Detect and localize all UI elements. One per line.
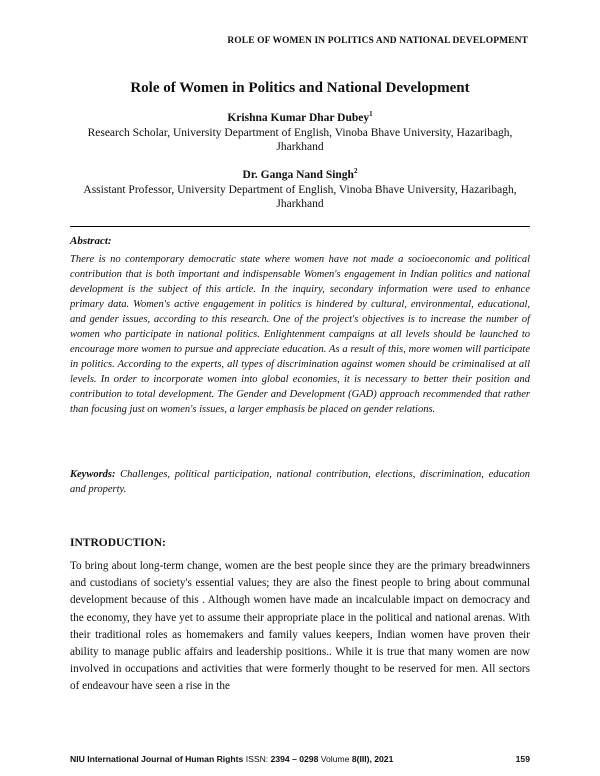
author-name-2: Dr. Ganga Nand Singh$^2$ bbox=[242, 167, 358, 181]
paper-title: Role of Women in Politics and National Development bbox=[130, 80, 470, 96]
section-divider bbox=[70, 226, 530, 227]
footer-volume: 8(III), 2021 bbox=[351, 754, 394, 764]
footer-volume-label: Volume bbox=[318, 754, 352, 764]
abstract-heading: Abstract: bbox=[70, 235, 112, 247]
author-superscript-1: 1 bbox=[369, 110, 373, 119]
introduction-heading: INTRODUCTION: bbox=[70, 537, 166, 549]
footer-journal: NIU International Journal of Human Rights bbox=[70, 754, 244, 764]
author-affiliation-2: Assistant Professor, University Department of English, Vinoba Bhave University, Hazaribagh, Jharkhand bbox=[83, 183, 517, 210]
author-block-2 bbox=[70, 168, 530, 212]
introduction-text: To bring about long-term change, women are the best people since they are the primary breadwinners and custodians of society's essential values; they are also the finest people to bring about communal development because of this . Although women have made an incalculable impact on democracy and the economy, they have yet to assume their appropriate place in the political and national arenas. With their traditional roles as homemakers and family values keepers, Indian women have proven their ability to manage public affairs and leadership positions.. While it is true that many women are now involved in occupations and activities that were formerly thought to be reserved for men. All sectors of endeavour have seen a rise in the bbox=[70, 560, 530, 693]
footer-issn-label: ISSN: bbox=[243, 754, 271, 764]
footer-issn: 2394 – 0298 bbox=[270, 754, 319, 764]
author-block-1 bbox=[70, 111, 530, 155]
page-number: 159 bbox=[515, 754, 530, 764]
keywords-text: Challenges, political participation, national contribution, elections, discrimination, education and property. bbox=[70, 469, 530, 495]
running-header: ROLE OF WOMEN IN POLITICS AND NATIONAL DEVELOPMENT bbox=[227, 36, 528, 46]
page-footer bbox=[70, 754, 530, 764]
abstract-text: There is no contemporary democratic state where women have not made a socioeconomic and political contribution that is both important and indispensable Women's engagement in Indian politics and national development is the subject of this article. In the inquiry, secondary information were used to enhance primary data. Women's active engagement in politics is hindered by cultural, environmental, educational, and gender issues, according to this research. One of the project's objectives is to increase the number of women who participate in national politics. Enlightenment campaigns at all levels should be launched to encourage more women to pursue and appreciate education. As a result of this, more women will participate in politics. According to the experts, all types of discrimination against women should be criminalised at all levels. In order to incorporate women into global economies, it is necessary to better their position and contribution to total development. The Gender and Development (GAD) approach recommended that rather than focusing just on women's issues, a larger emphasis be placed on gender relations. bbox=[70, 254, 530, 415]
author-affiliation-1: Research Scholar, University Department of English, Vinoba Bhave University, Hazaribagh, Jharkhand bbox=[87, 126, 513, 153]
author-name-1: Krishna Kumar Dhar Dubey$^1$ bbox=[227, 110, 373, 124]
keywords-label: Keywords: bbox=[70, 469, 116, 480]
author-superscript-2: 2 bbox=[353, 167, 358, 176]
keywords bbox=[70, 467, 530, 497]
